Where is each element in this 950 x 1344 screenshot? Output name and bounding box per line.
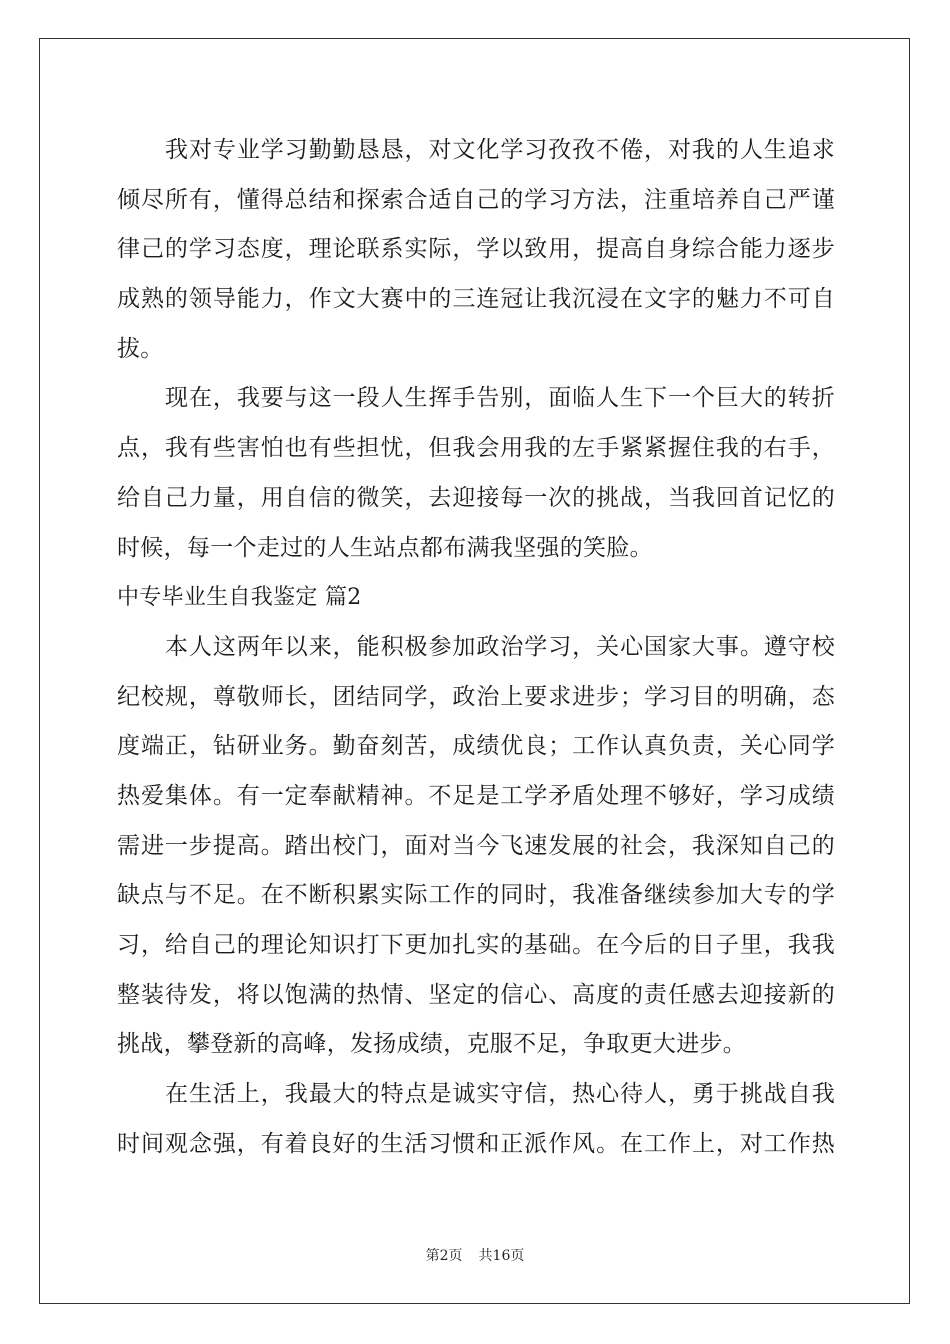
document-body: [117, 126, 835, 1169]
paragraph-line: 整装待发，将以饱满的热情、坚定的信心、高度的责任感去迎接新的: [117, 981, 835, 1008]
paragraph-line: 倾尽所有，懂得总结和探索合适自己的学习方法，注重培养自己严谨: [117, 186, 835, 213]
paragraph-line: 纪校规，尊敬师长，团结同学，政治上要求进步；学习目的明确，态: [117, 683, 835, 710]
paragraph-line: 现在，我要与这一段人生挥手告别，面临人生下一个巨大的转折: [165, 385, 835, 412]
paragraph-line: 成熟的领导能力，作文大赛中的三连冠让我沉浸在文字的魅力不可自: [117, 286, 835, 313]
paragraph-line: 挑战，攀登新的高峰，发扬成绩，克服不足，争取更大进步。: [117, 1031, 747, 1058]
section-heading: 中专毕业生自我鉴定 篇2: [117, 585, 362, 611]
paragraph-line: 习，给自己的理论知识打下更加扎实的基础。在今后的日子里，我我: [117, 932, 835, 958]
paragraph-line: 在生活上，我最大的特点是诚实守信，热心待人，勇于挑战自我: [165, 1081, 835, 1108]
paragraph-line: 给自己力量，用自信的微笑，去迎接每一次的挑战，当我回首记忆的: [117, 484, 835, 511]
paragraph-line: 热爱集体。有一定奉献精神。不足是工学矛盾处理不够好，学习成绩: [117, 782, 835, 809]
paragraph-line: 拔。: [117, 335, 164, 362]
paragraph-line: 我对专业学习勤勤恳恳，对文化学习孜孜不倦，对我的人生追求: [165, 137, 835, 163]
paragraph-line: 本人这两年以来，能积极参加政治学习，关心国家大事。遵守校: [165, 633, 835, 660]
paragraph-line: 时候，每一个走过的人生站点都布满我坚强的笑脸。: [117, 534, 653, 561]
paragraph-line: 缺点与不足。在不断积累实际工作的同时，我准备继续参加大专的学: [117, 882, 835, 909]
page-number: 第2页: [425, 1248, 463, 1264]
paragraph-line: 点，我有些害怕也有些担忧，但我会用我的左手紧紧握住我的右手，: [117, 435, 835, 462]
paragraph-line: 需进一步提高。踏出校门，面对当今飞速发展的社会，我深知自己的: [117, 832, 835, 859]
paragraph-line: 度端正，钻研业务。勤奋刻苦，成绩优良；工作认真负责，关心同学: [117, 733, 835, 760]
page-total: 共16页: [478, 1248, 525, 1264]
paragraph-line: 时间观念强，有着良好的生活习惯和正派作风。在工作上，对工作热: [117, 1130, 835, 1157]
page-footer: [0, 1245, 950, 1265]
paragraph-line: 律己的学习态度，理论联系实际，学以致用，提高自身综合能力逐步: [117, 236, 835, 263]
